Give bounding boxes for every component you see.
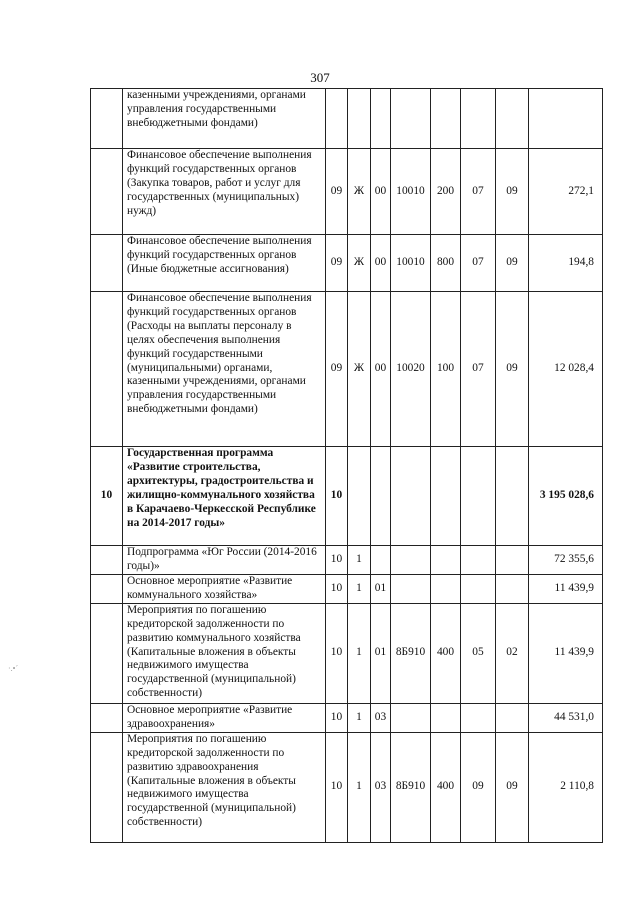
direction-code-cell [391,703,431,732]
subprogram-code-cell: Ж [348,235,371,292]
main-event-code-cell: 00 [371,292,391,447]
subprogram-code-cell: 1 [348,574,371,603]
subsection-cell [496,703,529,732]
subsection-cell [496,574,529,603]
main-event-code-cell [371,546,391,575]
amount-cell: 44 531,0 [529,703,603,732]
subprogram-code-cell [348,447,371,546]
table-row [91,235,603,292]
main-event-code-cell: 03 [371,732,391,842]
expense-type-cell: 800 [431,235,461,292]
main-event-code-cell [371,447,391,546]
scan-speck: ·.•ˊ [8,664,19,673]
expense-type-cell: 400 [431,732,461,842]
program-code-cell: 09 [326,149,348,235]
main-event-code-cell: 00 [371,149,391,235]
program-code-cell: 10 [326,546,348,575]
description-cell: Мероприятия по погашению кредиторской задолженности по развитию коммунального хозяйства (Капитальные вложения в объекты недвижимого имущества государственной (муниципальной) собственности) [123,603,326,703]
subprogram-code-cell [348,89,371,149]
description-cell: Финансовое обеспечение выполнения функций государственных органов (Расходы на выплаты персоналу в целях обеспечения выполнения функций государственными (муниципальными) органами, казенными учреждениями, органами управления государственными внебюджетными фондами) [123,292,326,447]
amount-cell: 72 355,6 [529,546,603,575]
table-row [91,703,603,732]
program-code-cell: 10 [326,603,348,703]
main-event-code-cell: 00 [371,235,391,292]
amount-cell: 11 439,9 [529,603,603,703]
subsection-cell [496,546,529,575]
description-cell: Финансовое обеспечение выполнения функций государственных органов (Иные бюджетные ассигнования) [123,235,326,292]
subsection-cell [496,89,529,149]
row-number-cell [91,732,123,842]
row-number-cell [91,574,123,603]
table-row [91,89,603,149]
section-cell: 07 [461,292,496,447]
table-row [91,603,603,703]
section-cell: 05 [461,603,496,703]
program-code-cell: 10 [326,732,348,842]
direction-code-cell [391,574,431,603]
table-row [91,546,603,575]
program-code-cell: 10 [326,574,348,603]
table-row [91,447,603,546]
row-number-cell [91,149,123,235]
subprogram-code-cell: Ж [348,292,371,447]
row-number-cell [91,89,123,149]
description-cell: Основное мероприятие «Развитие здравоохранения» [123,703,326,732]
amount-cell: 12 028,4 [529,292,603,447]
direction-code-cell: 10010 [391,149,431,235]
section-cell: 09 [461,732,496,842]
row-number-cell [91,703,123,732]
direction-code-cell [391,89,431,149]
subsection-cell: 09 [496,235,529,292]
description-cell: Основное мероприятие «Развитие коммунального хозяйства» [123,574,326,603]
table-row [91,732,603,842]
subsection-cell: 09 [496,732,529,842]
table-row [91,149,603,235]
subprogram-code-cell: 1 [348,603,371,703]
direction-code-cell: 8Б910 [391,603,431,703]
table-row [91,292,603,447]
main-event-code-cell: 01 [371,603,391,703]
program-code-cell: 09 [326,235,348,292]
subprogram-code-cell: 1 [348,703,371,732]
amount-cell: 11 439,9 [529,574,603,603]
expense-type-cell: 200 [431,149,461,235]
page-number: 307 [310,70,330,85]
main-event-code-cell: 01 [371,574,391,603]
amount-cell: 3 195 028,6 [529,447,603,546]
expense-type-cell [431,89,461,149]
subprogram-code-cell: Ж [348,149,371,235]
program-code-cell [326,89,348,149]
expense-type-cell: 100 [431,292,461,447]
row-number-cell [91,235,123,292]
subsection-cell: 09 [496,292,529,447]
direction-code-cell: 8Б910 [391,732,431,842]
subsection-cell [496,447,529,546]
description-cell: Подпрограмма «Юг России (2014-2016 годы)» [123,546,326,575]
section-cell: 07 [461,235,496,292]
amount-cell: 272,1 [529,149,603,235]
section-cell [461,703,496,732]
section-cell [461,546,496,575]
subsection-cell: 09 [496,149,529,235]
program-code-cell: 09 [326,292,348,447]
row-number-cell: 10 [91,447,123,546]
direction-code-cell: 10010 [391,235,431,292]
budget-table [90,88,603,843]
expense-type-cell [431,703,461,732]
amount-cell: 194,8 [529,235,603,292]
direction-code-cell [391,447,431,546]
section-cell: 07 [461,149,496,235]
subprogram-code-cell: 1 [348,732,371,842]
direction-code-cell [391,546,431,575]
description-cell: Финансовое обеспечение выполнения функций государственных органов (Закупка товаров, работ и услуг для государственных (муниципальных) нужд) [123,149,326,235]
amount-cell: 2 110,8 [529,732,603,842]
section-cell [461,89,496,149]
row-number-cell [91,292,123,447]
description-cell: казенными учреждениями, органами управления государственными внебюджетными фондами) [123,89,326,149]
description-cell: Мероприятия по погашению кредиторской задолженности по развитию здравоохранения (Капитальные вложения в объекты недвижимого имущества государственной (муниципальной) собственности) [123,732,326,842]
main-event-code-cell [371,89,391,149]
expense-type-cell [431,447,461,546]
program-code-cell: 10 [326,703,348,732]
section-cell [461,574,496,603]
section-cell [461,447,496,546]
main-event-code-cell: 03 [371,703,391,732]
expense-type-cell [431,574,461,603]
expense-type-cell: 400 [431,603,461,703]
program-code-cell: 10 [326,447,348,546]
amount-cell [529,89,603,149]
description-cell: Государственная программа «Развитие строительства, архитектуры, градостроительства и жилищно-коммунального хозяйства в Карачаево-Черкесской Республике на 2014-2017 годы» [123,447,326,546]
table-row [91,574,603,603]
row-number-cell [91,603,123,703]
direction-code-cell: 10020 [391,292,431,447]
row-number-cell [91,546,123,575]
subprogram-code-cell: 1 [348,546,371,575]
subsection-cell: 02 [496,603,529,703]
expense-type-cell [431,546,461,575]
